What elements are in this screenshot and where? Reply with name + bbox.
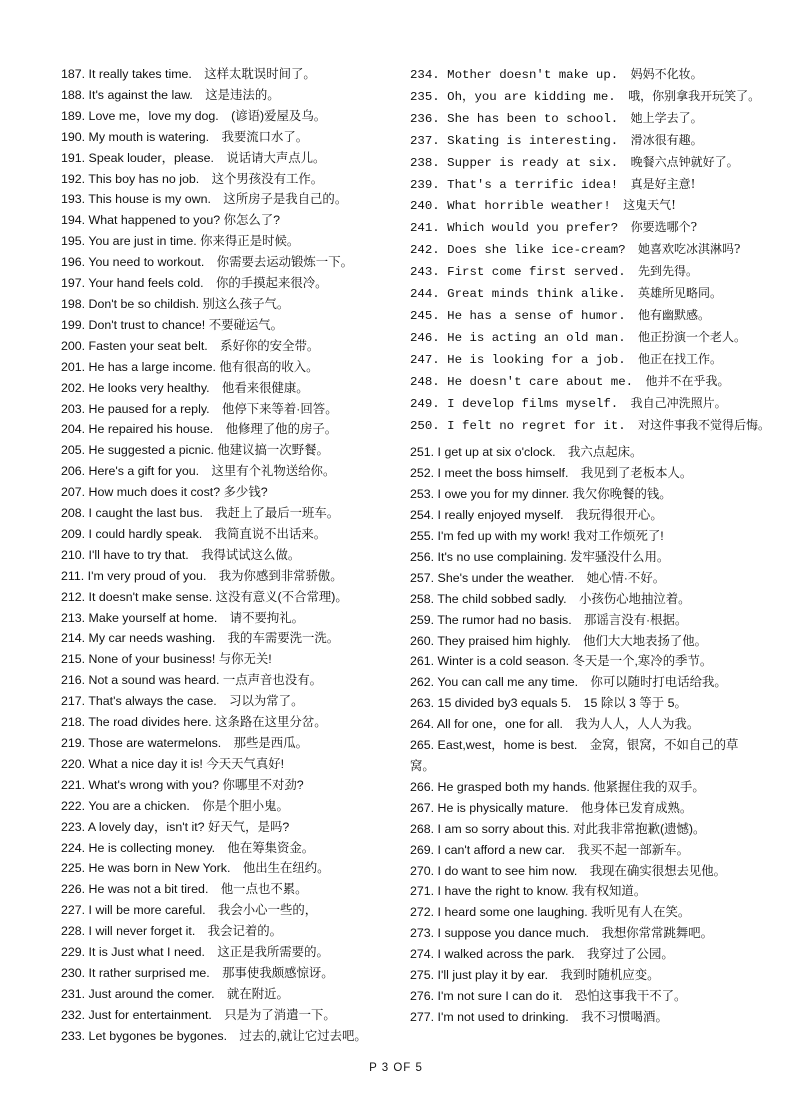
phrase-chinese: 他正扮演一个老人。	[638, 329, 747, 344]
phrase-entry: 274. I walked across the park. 我穿过了公园。	[410, 947, 674, 962]
phrase-entry: 271. I have the right to know. 我有权知道。	[410, 884, 647, 899]
phrase-chinese: 你要选哪个?	[630, 220, 698, 235]
phrase-entry	[410, 261, 750, 283]
phrase-entry: 231. Just around the comer. 就在附近。	[61, 986, 289, 1001]
phrase-entry: 213. Make yourself at home. 请不要拘礼。	[61, 610, 305, 625]
phrase-entry	[410, 64, 750, 86]
phrase-chinese: 哦，你别拿我开玩笑了。	[628, 88, 761, 103]
phrase-entry: 233. Let bygones be bygones. 过去的,就让它过去吧。	[61, 1028, 367, 1043]
phrase-entry: 215. None of your business! 与你无关!	[61, 652, 272, 667]
phrase-entry: 199. Don't trust to chance! 不要碰运气。	[61, 317, 284, 332]
phrase-entry: 225. He was born in New York. 他出生在纽约。	[61, 861, 330, 876]
phrase-entry: 222. You are a chicken. 你是个胆小鬼。	[61, 798, 289, 813]
phrase-english: 237. Skating is interesting.	[410, 133, 619, 148]
phrase-entry: 191. Speak louder，please. 说话请大声点儿。	[61, 150, 326, 165]
phrase-chinese: 英雄所见略同。	[638, 286, 723, 301]
phrase-entry: 261. Winter is a cold season. 冬天是一个,寒冷的季节。	[410, 654, 713, 669]
phrase-entry	[410, 217, 750, 239]
phrase-entry: 197. Your hand feels cold. 你的手摸起来很冷。	[61, 276, 328, 291]
phrase-english: 244. Great minds think alike.	[410, 287, 626, 302]
phrase-entry: 190. My mouth is watering. 我要流口水了。	[61, 129, 309, 144]
phrase-chinese: 先到先得。	[638, 264, 699, 279]
phrase-entry: 196. You need to workout. 你需要去运动锻炼一下。	[61, 255, 353, 270]
phrase-entry	[410, 327, 750, 349]
phrase-entry: 230. It rather surprised me. 那事使我颇感惊讶。	[61, 965, 334, 980]
phrase-entry: 268. I am so sorry about this. 对此我非常抱歉(遗憾)。	[410, 821, 706, 836]
phrase-chinese: 他有幽默感。	[638, 307, 711, 322]
phrase-entry	[410, 393, 750, 415]
phrase-entry: 192. This boy has no job. 这个男孩没有工作。	[61, 171, 324, 186]
phrase-entry: 232. Just for entertainment. 只是为了消遣一下。	[61, 1007, 336, 1022]
phrase-entry: 264. All for one，one for all. 我为人人，人人为我。	[410, 717, 700, 732]
phrase-entry: 269. I can't afford a new car. 我买不起一部新车。	[410, 842, 689, 857]
phrase-entry: 217. That's always the case. 习以为常了。	[61, 694, 304, 709]
phrase-english: 240. What horrible weather!	[410, 199, 611, 214]
phrase-entry: 202. He looks very healthy. 他看来很健康。	[61, 380, 309, 395]
phrase-entry	[410, 195, 750, 217]
phrase-entry: 277. I'm not used to drinking. 我不习惯喝酒。	[410, 1009, 668, 1024]
phrase-english: 243. First come first served.	[410, 265, 626, 280]
phrase-english: 247. He is looking for a job.	[410, 352, 626, 367]
phrase-entry: 224. He is collecting money. 他在筹集资金。	[61, 840, 315, 855]
phrase-entry: 258. The child sobbed sadly. 小孩伤心地抽泣着。	[410, 591, 691, 606]
phrase-entry: 198. Don't be so childish. 别这么孩子气。	[61, 296, 290, 311]
phrase-chinese: 真是好主意!	[630, 176, 696, 191]
phrase-english: 235. Oh，you are kidding me.	[410, 89, 616, 104]
phrase-entry: 276. I'm not sure I can do it. 恐怕这事我干不了。	[410, 988, 687, 1003]
phrase-entry: 254. I really enjoyed myself. 我玩得很开心。	[410, 508, 663, 523]
phrase-chinese: 她喜欢吃冰淇淋吗?	[638, 242, 741, 257]
page-footer: P 3 OF 5	[369, 1062, 423, 1074]
phrase-english: 246. He is acting an old man.	[410, 330, 626, 345]
phrase-entry: 262. You can call me any time. 你可以随时打电话给我。	[410, 675, 727, 690]
phrase-chinese: 他正在找工作。	[638, 351, 723, 366]
phrase-entry: 216. Not a sound was heard. 一点声音也没有。	[61, 673, 322, 688]
phrase-entry: 229. It is Just what I need. 这正是我所需要的。	[61, 945, 329, 960]
phrase-entry: 208. I caught the last bus. 我赶上了最后一班车。	[61, 506, 340, 521]
phrase-entry: 255. I'm fed up with my work! 我对工作烦死了!	[410, 529, 664, 544]
phrase-entry: 203. He paused for a reply. 他停下来等着·回答。	[61, 401, 338, 416]
phrase-entry: 266. He grasped both my hands. 他紧握住我的双手。	[410, 779, 705, 794]
phrase-entry: 228. I will never forget it. 我会记着的。	[61, 924, 283, 939]
phrase-entry	[410, 108, 750, 130]
phrase-english: 242. Does she like ice-cream?	[410, 243, 626, 258]
phrase-chinese: 这鬼天气!	[623, 198, 676, 213]
phrase-entry: 218. The road divides here. 这条路在这里分岔。	[61, 715, 327, 730]
phrase-entry: 270. I do want to see him now. 我现在确实很想去见他。	[410, 863, 727, 878]
phrase-entry: 206. Here's a gift for you. 这里有个礼物送给你。	[61, 464, 336, 479]
phrase-entry	[410, 239, 750, 261]
phrase-entry	[410, 174, 750, 196]
phrase-entry: 214. My car needs washing. 我的车需要洗一洗。	[61, 631, 340, 646]
phrase-entry: 221. What's wrong with you? 你哪里不对劲?	[61, 777, 304, 792]
phrase-entry	[410, 130, 750, 152]
phrase-entry	[410, 305, 750, 327]
phrase-entry: 252. I meet the boss himself. 我见到了老板本人。	[410, 466, 693, 481]
phrase-english: 241. Which would you prefer?	[410, 221, 619, 236]
phrase-entry: 256. It's no use complaining. 发牢骚没什么用。	[410, 549, 670, 564]
phrase-english: 245. He has a sense of humor.	[410, 308, 626, 323]
phrase-english: 239. That's a terrific idea!	[410, 177, 619, 192]
phrase-entry: 212. It doesn't make sense. 这没有意义(不合常理)。	[61, 589, 348, 604]
phrase-entry: 253. I owe you for my dinner. 我欠你晚餐的钱。	[410, 487, 672, 502]
phrase-entry: 205. He suggested a picnic. 他建议搞一次野餐。	[61, 443, 329, 458]
phrase-entry: 251. I get up at six o'clock. 我六点起床。	[410, 445, 643, 460]
phrase-entry: 226. He was not a bit tired. 他一点也不累。	[61, 882, 308, 897]
phrase-entry: 193. This house is my own. 这所房子是我自己的。	[61, 192, 348, 207]
right-column-mono-block	[410, 64, 771, 436]
phrase-entry: 263. 15 divided by3 equals 5. 15 除以 3 等于 5。	[410, 696, 687, 711]
phrase-chinese: 妈妈不化妆。	[630, 67, 703, 81]
phrase-chinese: 他并不在乎我。	[645, 373, 730, 388]
phrase-entry	[410, 86, 761, 108]
phrase-english: 248. He doesn't care about me.	[410, 374, 634, 389]
phrase-entry	[410, 152, 750, 174]
phrase-entry: 259. The rumor had no basis. 那谣言没有·根据。	[410, 612, 688, 627]
phrase-entry	[410, 371, 750, 393]
phrase-chinese: 晚餐六点钟就好了。	[630, 154, 739, 169]
left-column	[61, 64, 401, 1047]
phrase-chinese: 对这件事我不觉得后悔。	[638, 417, 771, 432]
phrase-english: 236. She has been to school.	[410, 111, 619, 126]
phrase-entry: 201. He has a large income. 他有很高的收入。	[61, 359, 319, 374]
phrase-entry: 209. I could hardly speak. 我简直说不出话来。	[61, 526, 327, 541]
right-column-sans-block	[410, 442, 750, 1027]
phrase-entry: 200. Fasten your seat belt. 系好你的安全带。	[61, 338, 320, 353]
phrase-english: 234. Mother doesn't make up.	[410, 68, 619, 82]
phrase-entry	[410, 349, 750, 371]
phrase-english: 249. I develop films myself.	[410, 396, 619, 411]
phrase-entry: 272. I heard some one laughing. 我听见有人在笑。	[410, 905, 691, 920]
phrase-entry: 257. She's under the weather. 她心情·不好。	[410, 570, 666, 585]
phrase-entry: 227. I will be more careful. 我会小心一些的，	[61, 903, 318, 918]
phrase-entry	[410, 283, 750, 305]
phrase-entry: 223. A lovely day，isn't it? 好天气，是吗?	[61, 819, 290, 834]
phrase-entry: 207. How much does it cost? 多少钱?	[61, 485, 268, 500]
phrase-entry: 260. They praised him highly. 他们大大地表扬了他。	[410, 633, 708, 648]
right-column	[410, 64, 771, 1028]
phrase-entry: 188. It's against the law. 这是违法的。	[61, 87, 280, 102]
phrase-entry: 194. What happened to you? 你怎么了?	[61, 213, 281, 228]
phrase-english: 250. I felt no regret for it.	[410, 418, 626, 433]
phrase-chinese: 她上学去了。	[630, 110, 703, 125]
phrase-entry: 210. I'll have to try that. 我得试试这么做。	[61, 547, 301, 562]
phrase-chinese: 我自己冲洗照片。	[630, 395, 727, 410]
phrase-chinese: 滑冰很有趣。	[630, 132, 703, 147]
phrase-entry	[410, 415, 771, 437]
phrase-entry: 204. He repaired his house. 他修理了他的房子。	[61, 422, 338, 437]
phrase-entry: 220. What a nice day it is! 今天天气真好!	[61, 756, 285, 771]
phrase-entry: 189. Love me，love my dog. (谚语)爱屋及乌。	[61, 108, 327, 123]
phrase-english: 238. Supper is ready at six.	[410, 155, 619, 170]
phrase-entry: 195. You are just in time. 你来得正是时候。	[61, 234, 300, 249]
phrase-entry: 265. East,west，home is best. 金窝，银窝，不如自己的草窝。	[410, 738, 739, 773]
phrase-entry: 273. I suppose you dance much. 我想你常常跳舞吧。	[410, 926, 714, 941]
phrase-entry: 267. He is physically mature. 他身体已发育成熟。	[410, 800, 693, 815]
phrase-entry: 187. It really takes time. 这样太耽误时间了。	[61, 67, 316, 81]
phrase-entry: 219. Those are watermelons. 那些是西瓜。	[61, 736, 308, 750]
phrase-entry: 275. I'll just play it by ear. 我到时随机应变。	[410, 968, 660, 983]
phrase-entry: 211. I'm very proud of you. 我为你感到非常骄傲。	[61, 568, 343, 583]
